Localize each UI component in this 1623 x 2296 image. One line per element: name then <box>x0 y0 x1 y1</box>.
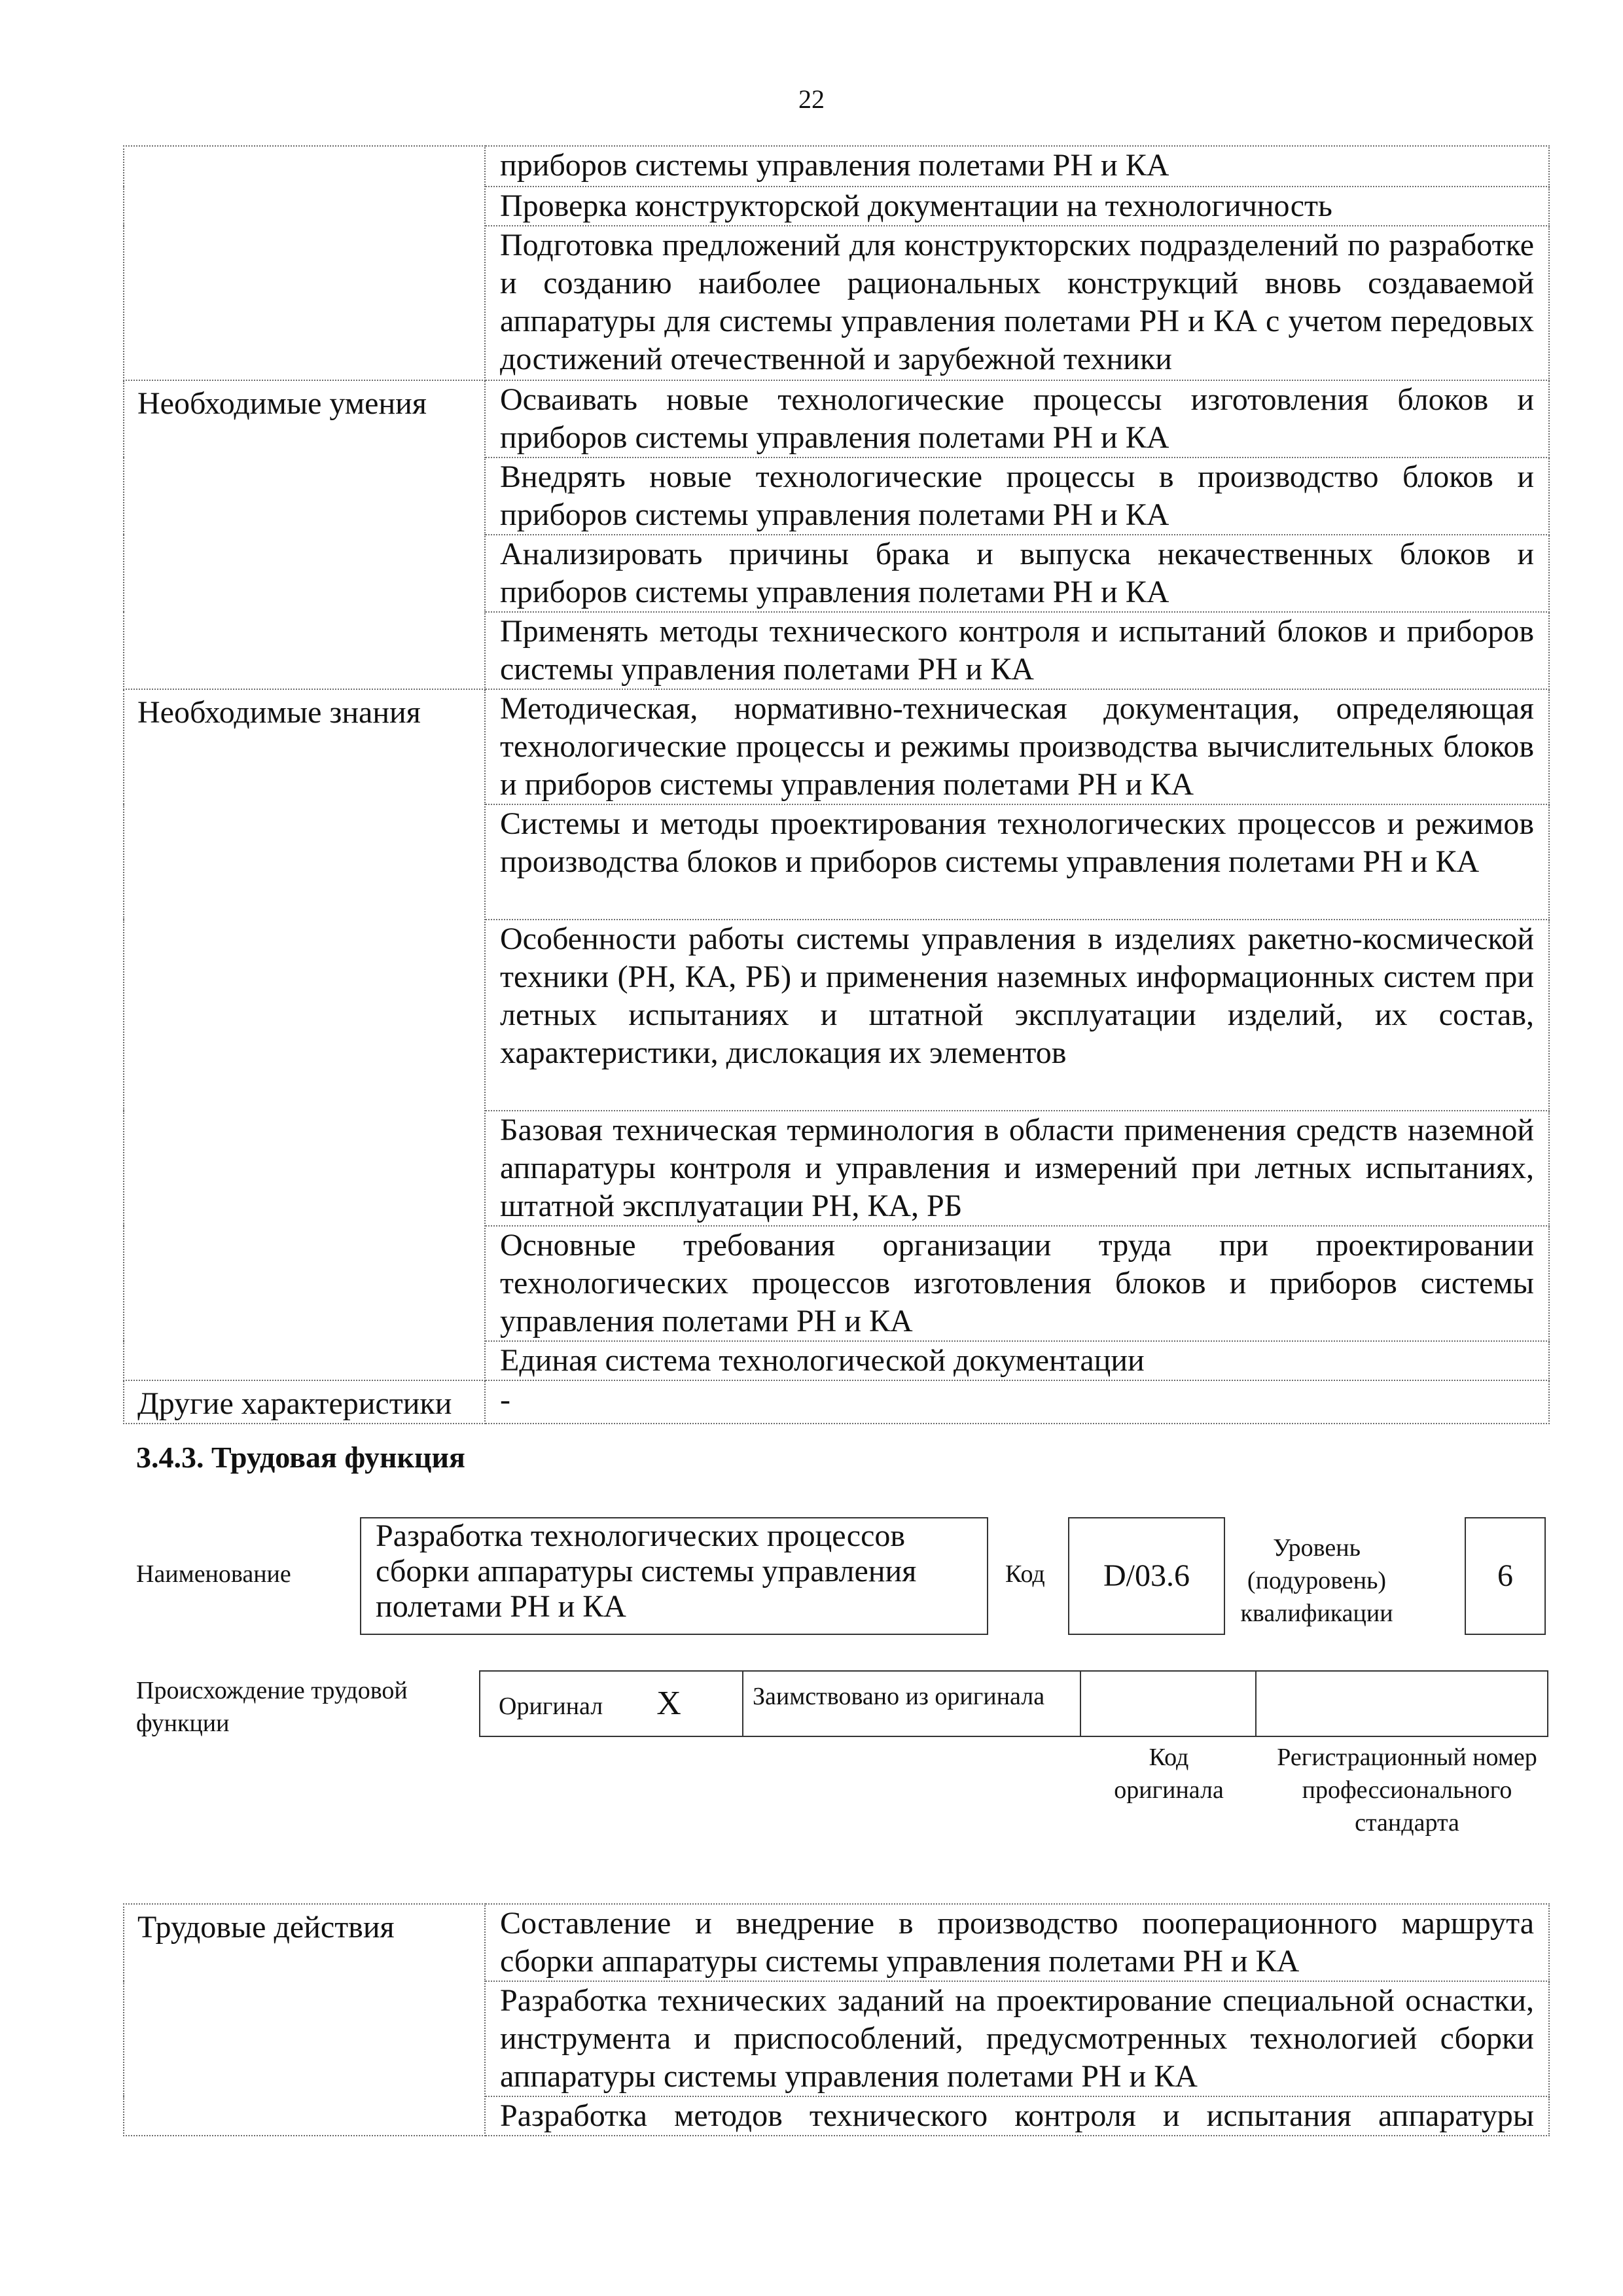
level-value: 6 <box>1497 1558 1513 1593</box>
row-label-knowledge: Необходимые знания <box>124 689 485 1380</box>
competency-table <box>123 145 1550 1424</box>
table-row <box>124 146 1549 187</box>
actions-table <box>123 1903 1550 2136</box>
code-value: D/03.6 <box>1103 1558 1190 1593</box>
table-cell: Особенности работы системы управления в изделиях ракетно-космической техники (РН, КА, РБ) и применения наземных информационных систем при летных испытаниях и штатной эксплуатации изделий, их состав, характеристики, дислокация их элементов <box>485 920 1549 1111</box>
level-box <box>1465 1517 1546 1635</box>
borrowed-label: Заимствовано из оригинала <box>753 1683 1045 1710</box>
table-cell: Методическая, нормативно-техническая документация, определяющая технологические процессы и режимы производства вычислительных блоков и приборов системы управления полетами РН и КА <box>485 689 1549 804</box>
code-caption: Код оригинала <box>1114 1744 1224 1804</box>
table-cell: Основные требования организации труда при проектировании технологических процессов изготовления блоков и приборов системы управления полетами РН и КА <box>485 1226 1549 1341</box>
table-cell: Разработка технических заданий на проектирование специальной оснастки, инструмента и приспособлений, предусмотренных технологией сборки аппаратуры системы управления полетами РН и КА <box>485 1981 1549 2096</box>
row-label-skills: Необходимые умения <box>124 380 485 689</box>
reg-number-cell <box>1256 1671 1548 1736</box>
table-cell: Осваивать новые технологические процессы изготовления блоков и приборов системы управления полетами РН и КА <box>485 380 1549 457</box>
origin-label: Происхождение трудовой функции <box>136 1677 408 1737</box>
original-code-cell <box>1080 1671 1256 1736</box>
level-label-line: (подуровень) <box>1247 1567 1387 1594</box>
table-cell: Проверка конструкторской документации на технологичность <box>485 187 1549 226</box>
table-cell: Единая система технологической документации <box>485 1341 1549 1380</box>
table-row <box>124 380 1549 457</box>
table-cell: Базовая техническая терминология в области применения средств наземной аппаратуры контроля и управления и измерений при летных испытаниях, штатной эксплуатации РН, КА, РБ <box>485 1111 1549 1226</box>
code-box <box>1068 1517 1225 1635</box>
row-label-other: Другие характеристики <box>124 1380 485 1424</box>
level-label-line: квалификации <box>1240 1600 1393 1627</box>
original-label: Оригинал <box>499 1692 603 1720</box>
table-cell: Составление и внедрение в производство пооперационного маршрута сборки аппаратуры системы управления полетами РН и КА <box>485 1904 1549 1981</box>
table-cell: Применять методы технического контроля и испытаний блоков и приборов системы управления полетами РН и КА <box>485 612 1549 689</box>
row-label-actions: Трудовые действия <box>124 1904 485 2136</box>
function-name: Разработка технологических процессов сборки аппаратуры системы управления полетами РН и КА <box>376 1518 917 1624</box>
reg-caption: Регистрационный номер профессионального стандарта <box>1277 1744 1537 1837</box>
level-label <box>1238 1532 1395 1630</box>
original-cell <box>480 1671 743 1736</box>
level-label-line: Уровень <box>1273 1534 1361 1562</box>
table-cell: Внедрять новые технологические процессы в производство блоков и приборов системы управления полетами РН и КА <box>485 457 1549 535</box>
code-label: Код <box>1005 1560 1045 1588</box>
borrowed-cell <box>743 1671 1080 1736</box>
table-cell: Разработка методов технического контроля и испытания аппаратуры <box>485 2096 1549 2136</box>
table-cell: Анализировать причины брака и выпуска некачественных блоков и приборов системы управления полетами РН и КА <box>485 535 1549 612</box>
row-label <box>124 146 485 380</box>
table-cell: приборов системы управления полетами РН и КА <box>485 146 1549 187</box>
original-mark: X <box>656 1684 681 1722</box>
function-name-box <box>360 1517 988 1635</box>
table-row <box>124 689 1549 804</box>
table-row <box>124 1380 1549 1424</box>
table-cell: - <box>485 1380 1549 1424</box>
page-number: 22 <box>798 84 825 114</box>
name-label: Наименование <box>136 1560 291 1588</box>
table-cell: Системы и методы проектирования технологических процессов и режимов производства блоков и приборов системы управления полетами РН и КА <box>485 804 1549 920</box>
table-cell: Подготовка предложений для конструкторских подразделений по разработке и созданию наиболее рациональных конструкций вновь создаваемой аппаратуры для системы управления полетами РН и КА с учетом передовых достижений отечественной и зарубежной техники <box>485 226 1549 380</box>
origin-table <box>479 1670 1548 1737</box>
section-heading: 3.4.3. Трудовая функция <box>136 1441 465 1474</box>
table-row <box>124 1904 1549 1981</box>
